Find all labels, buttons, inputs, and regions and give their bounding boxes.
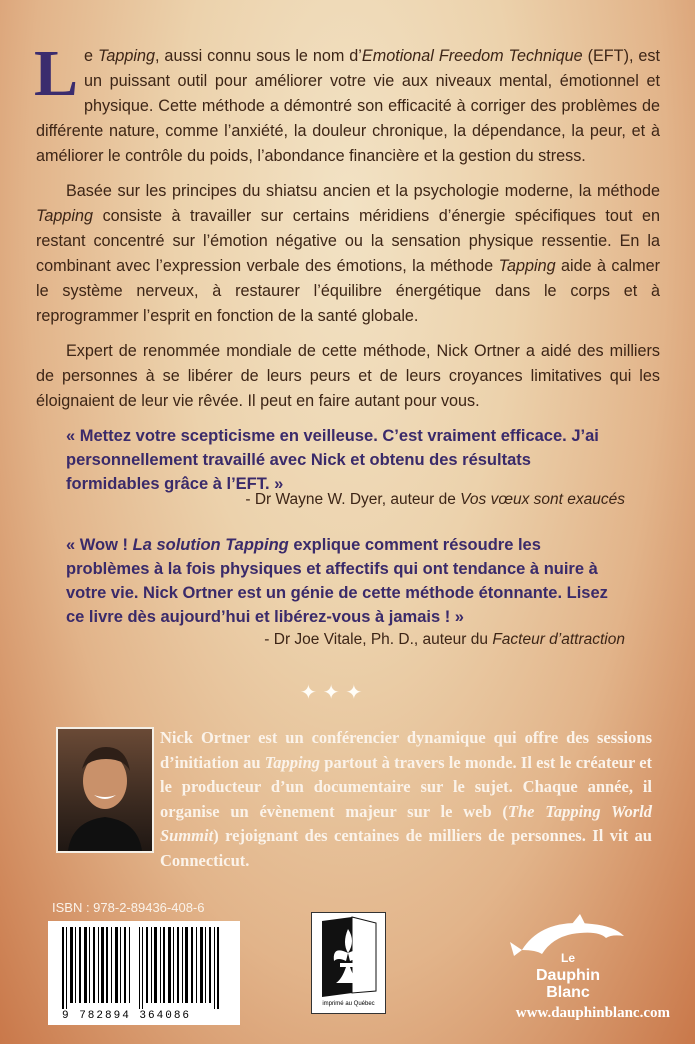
text-run: Tapping bbox=[97, 47, 155, 65]
text-run: Facteur d’attraction bbox=[492, 631, 625, 648]
publisher-url: www.dauphinblanc.com bbox=[515, 1005, 670, 1021]
testimonial-quote-1: « Mettez votre scepticisme en veilleuse. C’est vraiment efficace. J’ai personnellement travaillé avec Nick et obtenu des résultats formidables grâce à l’EFT. » bbox=[66, 427, 599, 493]
text-run: Basée sur les principes du shiatsu ancien et la psychologie moderne, la méthode bbox=[66, 182, 660, 200]
drop-cap: L bbox=[34, 37, 79, 110]
text-run: « Wow ! bbox=[66, 536, 133, 554]
testimonial-quote-2 bbox=[66, 533, 628, 629]
barcode bbox=[48, 921, 240, 1025]
description-block bbox=[34, 37, 660, 424]
text-run: , aussi connu sous le nom d’ bbox=[155, 47, 362, 65]
testimonial-attribution-2 bbox=[264, 631, 625, 649]
ornament-stars: ✦✦✦ bbox=[300, 682, 369, 704]
text-run: Vos vœux sont exaucés bbox=[460, 491, 625, 508]
barcode-digits: 9 782894 364086 bbox=[62, 1010, 192, 1022]
text-run: - Dr Joe Vitale, Ph. D., auteur du bbox=[264, 631, 493, 648]
text-run: (EFT), est un puissant outil pour améliorer votre vie aux niveaux mental, émotionnel et physique. Cette méthode a démontré son efficacité à corriger des problèmes de différente nature, comme l’anxiété, la douleur chronique, la dépendance, la peur, et à améliorer le contrôle du poids, l’abondance financière et la gestion du stress. bbox=[36, 47, 660, 165]
author-photo bbox=[56, 727, 154, 853]
author-bio bbox=[160, 726, 652, 873]
text-run: - Dr Wayne W. Dyer, auteur de bbox=[245, 491, 461, 508]
quebec-logo bbox=[311, 912, 386, 1014]
text-run: e bbox=[84, 47, 98, 65]
text-run: Tapping bbox=[264, 752, 321, 772]
text-run: The Tapping World Summit bbox=[160, 801, 652, 845]
publisher-line: Blanc bbox=[546, 984, 590, 1001]
text-run: consiste à travailler sur certains méridiens d’énergie spécifiques tout en restant concentré sur l’émotion négative ou la sensation physique ressentie. En la combinant avec l’expression verbale des émotions, la méthode bbox=[36, 207, 660, 275]
text-run: Tapping bbox=[36, 207, 94, 225]
text-run: La solution Tapping bbox=[132, 536, 289, 554]
text-run: explique comment résoudre les problèmes à la fois physiques et affectifs qui ont tendance à nuire à votre vie. Nick Ortner est un génie de cette méthode étonnante. Lisez ce livre dès aujourd’hui et libérez-vous à jamais ! » bbox=[66, 536, 608, 626]
barcode-icon bbox=[48, 921, 240, 1009]
text-run: Nick Ortner est un conférencier dynamique qui offre des sessions d’initiation au bbox=[160, 728, 652, 772]
intro-paragraph-2 bbox=[36, 179, 660, 329]
intro-paragraph-3: Expert de renommée mondiale de cette méthode, Nick Ortner a aidé des milliers de personnes à se libérer de leurs peurs et de leurs croyances limitatives qui les éloignaient de leur vie rêvée. Il peut en faire autant pour vous. bbox=[36, 342, 660, 410]
author-portrait-icon bbox=[58, 729, 152, 851]
text-run: partout à travers le monde. Il est le créateur et le producteur d’un documentaire sur le sujet. Chaque année, il organise un évènement majeur sur le web ( bbox=[160, 752, 653, 821]
text-run: ) rejoignant des centaines de milliers de personnes. Il vit au Connecticut. bbox=[160, 826, 652, 870]
publisher-name bbox=[488, 950, 648, 1001]
publisher-line: Le bbox=[560, 951, 575, 965]
testimonial-attribution-1 bbox=[245, 491, 625, 509]
fleur-de-lis-icon bbox=[312, 913, 385, 999]
intro-paragraph-1 bbox=[34, 37, 660, 169]
text-run: Emotional Freedom Technique bbox=[361, 47, 583, 65]
quebec-label: imprimé au Québec bbox=[322, 1001, 375, 1007]
text-run: aide à calmer le système nerveux, à restaurer l’équilibre énergétique dans le corps et à reprogrammer l’esprit en fonction de la santé globale. bbox=[36, 257, 660, 325]
publisher-line: Dauphin bbox=[536, 967, 600, 984]
text-run: Tapping bbox=[498, 257, 556, 275]
isbn-label: ISBN : 978-2-89436-408-6 bbox=[52, 900, 205, 915]
